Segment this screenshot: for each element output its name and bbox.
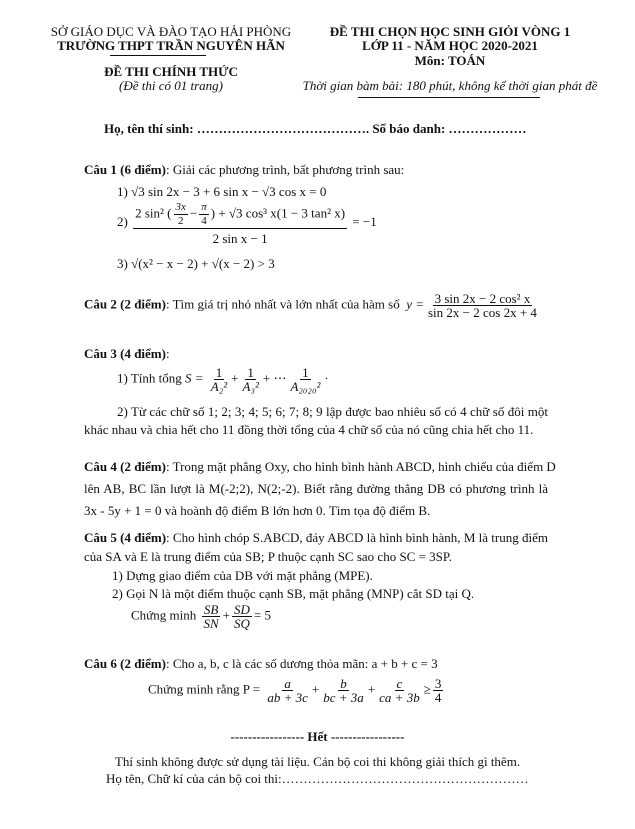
end-mark: ----------------- Hết ----------------- bbox=[230, 729, 405, 744]
question-text: : bbox=[165, 346, 170, 361]
question-4-line-1 bbox=[84, 459, 556, 474]
numerator: 1 bbox=[302, 365, 309, 380]
q6-proof bbox=[148, 677, 445, 704]
term: Chứng minh rằng P = bbox=[148, 681, 261, 697]
question-title: Câu 5 (4 điểm) bbox=[84, 530, 167, 545]
fraction bbox=[209, 366, 229, 393]
term: S = bbox=[185, 370, 204, 386]
term: y = bbox=[406, 296, 424, 312]
part-label: 1) Tính tổng bbox=[117, 370, 182, 386]
q5-part-2: 2) Gọi N là một điểm thuộc cạnh SB, mặt phẳng (MNP) cắt SD tại Q. bbox=[112, 586, 475, 601]
denominator: 2 bbox=[177, 215, 184, 227]
q1-part-1: 1) √3 sin 2x − 3 + 6 sin x − √3 cos x = 0 bbox=[117, 184, 327, 199]
question-1 bbox=[84, 162, 404, 177]
question-6 bbox=[84, 656, 438, 671]
department-name: SỞ GIÁO DỤC VÀ ĐÀO TẠO HẢI PHÒNG bbox=[50, 24, 292, 39]
pages-note: (Đề thi có 01 trang) bbox=[119, 78, 223, 93]
denominator: 4 bbox=[201, 215, 207, 227]
divider bbox=[110, 55, 206, 56]
time-note: Thời gian bàm bài: 180 phút, không kể thời gian phát đề bbox=[302, 78, 598, 93]
numerator: 1 bbox=[215, 365, 223, 380]
fraction bbox=[265, 677, 310, 704]
part-label: 2) bbox=[117, 213, 128, 229]
q5-part-1: 1) Dựng giao điểm của DB với mặt phẳng (MPE). bbox=[112, 568, 373, 583]
question-text: : Cho hình chóp S.ABCD, đáy ABCD là hình bình hành, M là trung điểm bbox=[166, 530, 548, 545]
proctor-signature: Họ tên, Chữ kí của cán bộ coi thi:………………………………………………… bbox=[106, 771, 529, 786]
term: + bbox=[231, 370, 239, 386]
numerator: SB bbox=[203, 602, 219, 617]
question-title: Câu 4 (2 điểm) bbox=[84, 459, 166, 474]
denominator: 4 bbox=[434, 690, 442, 705]
fraction bbox=[433, 677, 444, 704]
q3-part-2-line-1: 2) Từ các chữ số 1; 2; 3; 4; 5; 6; 7; 8; 9 lập được bao nhiêu số có 4 chữ số đôi một bbox=[117, 404, 548, 419]
q1-part-3: 3) √(x² − x − 2) + √(x − 2) > 3 bbox=[117, 256, 275, 271]
footer-note: Thí sinh không được sử dụng tài liệu. Cán bộ coi thi không giải thích gì thêm. bbox=[114, 754, 521, 769]
official-label: ĐỀ THI CHÍNH THỨC bbox=[104, 64, 238, 79]
question-text: : Tìm giá trị nhỏ nhất và lớn nhất của hàm số bbox=[165, 296, 400, 312]
denominator: ab + 3c bbox=[267, 690, 308, 705]
school-name: TRƯỜNG THPT TRẦN NGUYÊN HÃN bbox=[57, 38, 285, 53]
denominator: ca + 3b bbox=[379, 690, 420, 705]
term: = 5 bbox=[253, 607, 271, 623]
question-title: Câu 6 (2 điểm) bbox=[84, 656, 166, 671]
question-title: Câu 2 (2 điểm) bbox=[84, 296, 166, 312]
exam-title: ĐỀ THI CHỌN HỌC SINH GIỎI VÒNG 1 bbox=[329, 24, 571, 39]
term: 2 sin² ( bbox=[135, 205, 172, 221]
q1-part-2 bbox=[117, 201, 377, 245]
question-text: : Trong mặt phẳng Oxy, cho hình bình hành ABCD, hình chiếu của điểm D bbox=[165, 459, 556, 474]
fraction bbox=[201, 603, 220, 630]
denominator: SQ bbox=[233, 616, 250, 631]
fraction bbox=[133, 201, 347, 245]
denominator: A₂² bbox=[210, 379, 228, 394]
numerator: b bbox=[340, 676, 347, 691]
question-text: : Cho a, b, c là các số dương thỏa mãn: a + b + c = 3 bbox=[165, 656, 438, 671]
numerator: 1 bbox=[247, 365, 254, 380]
candidate-id-label: Số báo danh: ……………… bbox=[372, 121, 527, 136]
question-title: Câu 1 (6 điểm) bbox=[84, 162, 166, 177]
denominator: A₃² bbox=[242, 379, 259, 394]
numerator: 3 bbox=[434, 676, 442, 691]
question-5-line-1 bbox=[84, 530, 548, 545]
denominator: 2 sin x − 1 bbox=[212, 231, 268, 246]
question-title: Câu 3 (4 điểm) bbox=[84, 346, 166, 361]
term: · bbox=[324, 370, 329, 386]
term: ≥ bbox=[423, 681, 431, 697]
numerator: 3x bbox=[175, 201, 186, 213]
q3-part-2-line-2: khác nhau và chia hết cho 11 đồng thời tổng của 4 chữ số của nó cũng chia hết cho 11. bbox=[84, 422, 534, 437]
fraction bbox=[426, 292, 539, 319]
question-5-line-2: của SA và E là trung điểm của SB; P thuộc cạnh SC sao cho SC = 3SP. bbox=[84, 549, 452, 564]
term: − bbox=[189, 205, 198, 221]
term: + ⋯ bbox=[262, 370, 287, 386]
term: + bbox=[222, 607, 230, 623]
q5-proof bbox=[131, 603, 271, 630]
rhs: = −1 bbox=[352, 213, 377, 229]
denominator: A₂₀₂₀² bbox=[290, 379, 321, 394]
divider bbox=[358, 97, 540, 98]
denominator: bc + 3a bbox=[323, 690, 364, 705]
numerator: 3 sin 2x − 2 cos² x bbox=[434, 291, 531, 306]
fraction bbox=[199, 201, 209, 228]
fraction bbox=[288, 366, 322, 393]
denominator: SN bbox=[203, 616, 219, 631]
candidate-info bbox=[104, 121, 527, 136]
fraction bbox=[321, 677, 366, 704]
numerator: SD bbox=[233, 602, 250, 617]
question-4-line-2: lên AB, BC lần lượt là M(-2;2), N(2;-2). Biết rằng đường thẳng DB có phương trình là bbox=[84, 481, 548, 496]
candidate-name-label: Họ, tên thí sinh: …………………………………. bbox=[104, 121, 370, 136]
exam-grade-year: LỚP 11 - NĂM HỌC 2020-2021 bbox=[362, 38, 538, 53]
exam-subject: Môn: TOÁN bbox=[414, 53, 486, 68]
numerator: c bbox=[396, 676, 403, 691]
term: ) + √3 cos³ x(1 − 3 tan² x) bbox=[210, 205, 346, 221]
numerator: a bbox=[284, 676, 291, 691]
fraction bbox=[377, 677, 422, 704]
question-4-line-3: 3x - 5y + 1 = 0 và hoành độ điểm B lớn hơn 0. Tìm tọa độ điểm B. bbox=[84, 503, 431, 518]
fraction bbox=[232, 603, 252, 630]
fraction bbox=[241, 366, 261, 393]
term: + bbox=[367, 681, 376, 697]
denominator: sin 2x − 2 cos 2x + 4 bbox=[428, 305, 537, 320]
q3-part-1 bbox=[117, 366, 329, 393]
question-3 bbox=[84, 346, 170, 361]
question-2 bbox=[84, 292, 541, 319]
numerator: π bbox=[201, 201, 207, 213]
fraction bbox=[174, 201, 188, 228]
term: + bbox=[311, 681, 320, 697]
term: Chứng minh bbox=[131, 607, 197, 623]
question-text: : Giải các phương trình, bất phương trình sau: bbox=[165, 162, 405, 177]
